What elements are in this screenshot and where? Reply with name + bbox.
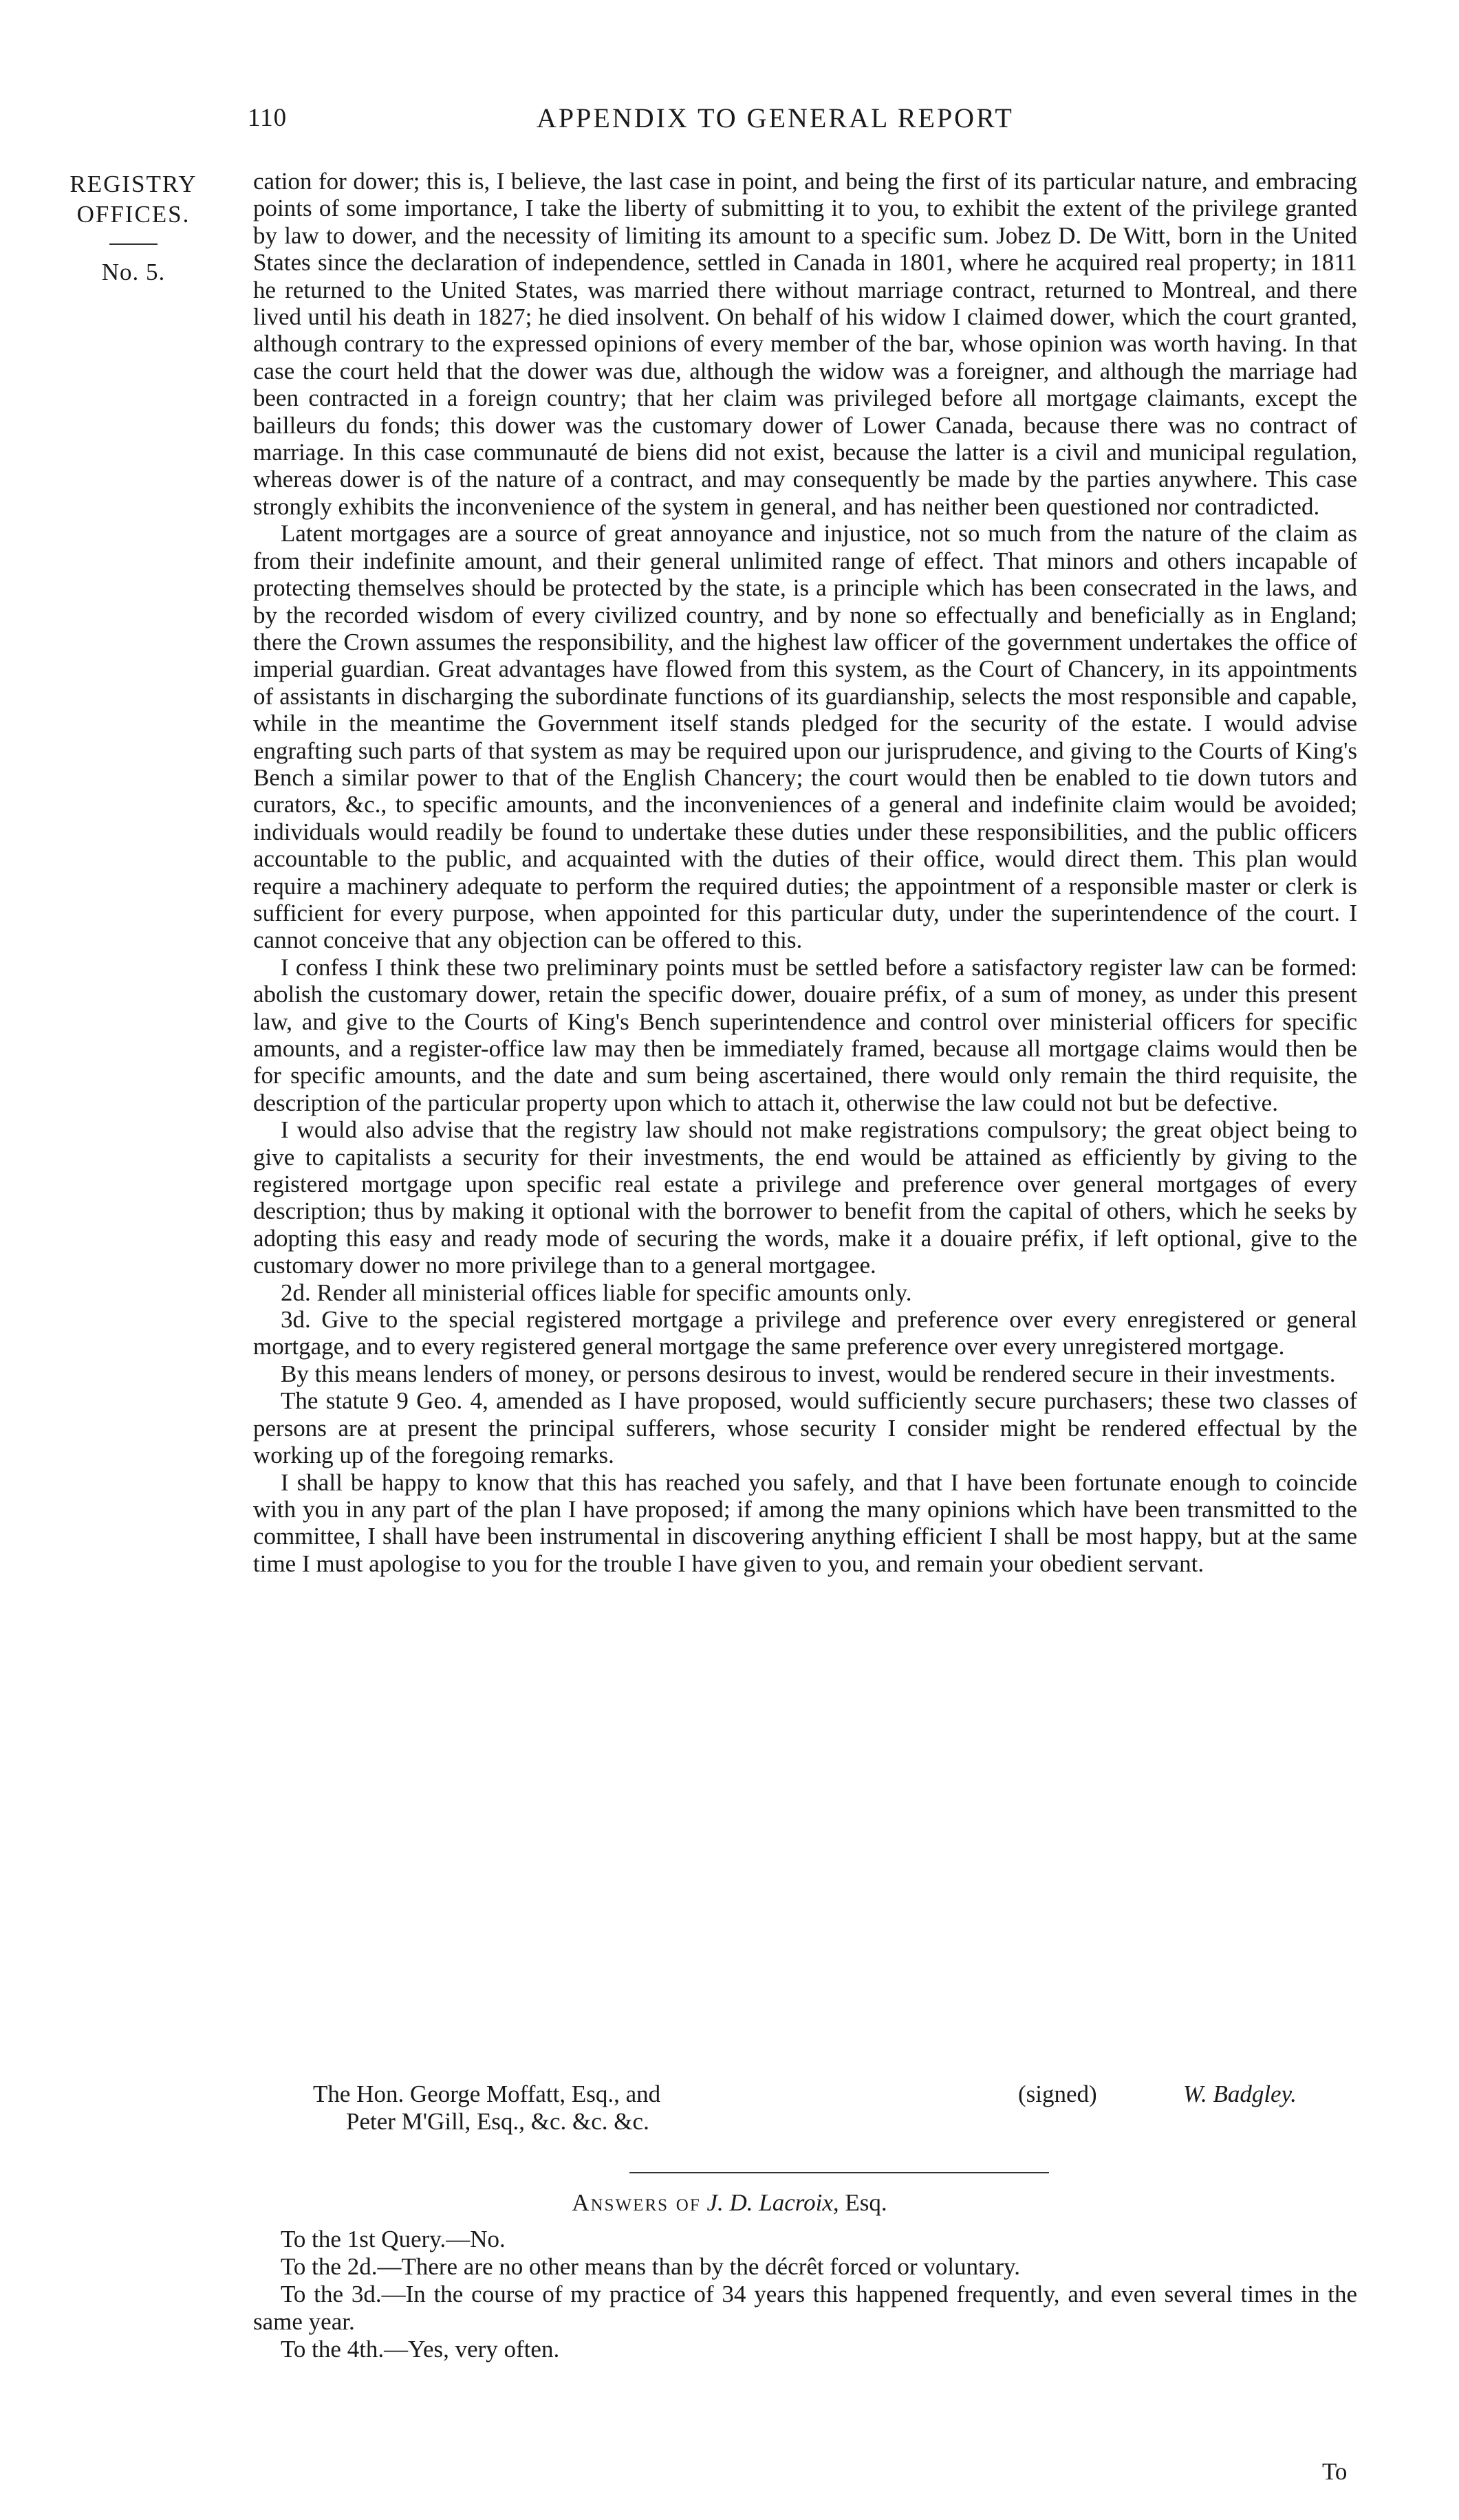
addressee-line-2: Peter M'Gill, Esq., &c. &c. &c. [346, 2108, 649, 2135]
section-divider [629, 2172, 1049, 2173]
answers-heading [0, 2189, 1459, 2217]
page-number: 110 [248, 104, 288, 132]
answer-item: To the 2d.—There are no other means than by the décrêt forced or voluntary. [281, 2253, 1021, 2280]
paragraph: I confess I think these two preliminary points must be settled before a satisfactory register law can be formed: abolish the customary dower, retain the specific dower, douaire préfix, of a sum of money, as under this present law, and give to the Courts of King's Bench superintendence and control over ministerial officers for specific amounts, and a register-office law may then be immediately framed, because all mortgage claims would then be for specific amounts, and the date and sum being ascertained, there would only remain the third requisite, the description of the particular property upon which to attach it, otherwise the law could not but be defective. [253, 953, 1357, 1116]
paragraph: By this means lenders of money, or persons desirous to invest, would be rendered secure in their investments. [281, 1360, 1336, 1387]
letter-signoff [313, 2081, 1345, 2136]
running-head: APPENDIX TO GENERAL REPORT [537, 102, 1014, 133]
answer-item: To the 3d.—In the course of my practice of 34 years this happened frequently, and even several times in the same year. [253, 2281, 1357, 2335]
sidenote-line-2: OFFICES. [76, 201, 191, 228]
sidenote-line-1: REGISTRY [69, 171, 197, 197]
paragraph: 2d. Render all ministerial offices liable for specific amounts only. [281, 1279, 912, 1306]
sidenote-number: No. 5. [101, 259, 166, 285]
paragraph: The statute 9 Geo. 4, amended as I have proposed, would sufficiently secure purchasers; these two classes of persons are at present the principal sufferers, whose security I consider might be rendered effectual by the working up of the foregoing remarks. [253, 1387, 1357, 1469]
catchword: To [1322, 2458, 1348, 2485]
paragraph: I would also advise that the registry law should not make registrations compulsory; the great object being to give to capitalists a security for their investments, the end would be attained as efficiently by giving to the registered mortgage upon specific real estate a privilege and preference over general mortgages of every description; thus by making it optional with the borrower to benefit from the capital of others, which he seeks by adopting this easy and ready mode of securing the words, make it a douaire préfix, if left optional, give to the customary dower no more privilege than to a general mortgagee. [253, 1116, 1357, 1279]
signed-label: (signed) [1018, 2081, 1097, 2107]
sidenote-rule [109, 243, 158, 245]
paragraph: cation for dower; this is, I believe, the last case in point, and being the first of its particular nature, and embracing points of some importance, I take the liberty of submitting it to you, to exhibit the extent of the privilege granted by law to dower, and the necessity of limiting its amount to a specific sum. Jobez D. De Witt, born in the United States since the declaration of independence, settled in Canada in 1801, where he acquired real property; in 1811 he returned to the United States, was married there without marriage contract, returned to Montreal, and there lived until his death in 1827; he died insolvent. On behalf of his widow I claimed dower, which the court granted, although contrary to the expressed opinions of every member of the bar, whose opinion was worth having. In that case the court held that the dower was due, although the widow was a foreigner, and although the marriage had been contracted in a foreign country; that her claim was privileged before all mortgage claimants, except the bailleurs du fonds; this dower was the customary dower of Lower Canada, because there was no contract of marriage. In this case communauté de biens did not exist, because the latter is a civil and municipal regulation, whereas dower is of the nature of a contract, and may consequently be made by the parties anywhere. This case strongly exhibits the inconvenience of the system in general, and has neither been questioned nor contradicted. [253, 168, 1357, 520]
body-text [253, 168, 1357, 1577]
paragraph: I shall be happy to know that this has reached you safely, and that I have been fortunate enough to coincide with you in any part of the plan I have proposed; if among the many opinions which have been transmitted to the committee, I shall have been instrumental in discovering anything efficient I shall be most happy, but at the same time I must apologise to you for the trouble I have given to you, and remain your obedient servant. [253, 1468, 1357, 1577]
answers-heading-suffix: Esq. [845, 2189, 887, 2216]
signer-name: W. Badgley. [1183, 2081, 1297, 2107]
answers-heading-prefix: Answers of [572, 2189, 701, 2216]
answer-item: To the 1st Query.—No. [281, 2226, 506, 2252]
answers-heading-name: J. D. Lacroix, [706, 2189, 839, 2216]
paragraph: 3d. Give to the special registered mortgage a privilege and preference over every enregistered or general mortgage, and to every registered general mortgage the same preference over every unregistered mortgage. [253, 1306, 1357, 1360]
margin-sidenote [54, 169, 213, 287]
answer-item: To the 4th.—Yes, very often. [281, 2336, 560, 2362]
answers-list [253, 2226, 1357, 2363]
addressee-line-1: The Hon. George Moffatt, Esq., and [313, 2081, 661, 2107]
paragraph: Latent mortgages are a source of great annoyance and injustice, not so much from the nature of the claim as from their indefinite amount, and their general unlimited range of effect. That minors and others incapable of protecting themselves should be protected by the state, is a principle which has been consecrated in the laws, and by the recorded wisdom of every civilized country, and by none so effectually and beneficially as in England; there the Crown assumes the responsibility, and the highest law officer of the government undertakes the office of imperial guardian. Great advantages have flowed from this system, as the Court of Chancery, in its appointments of assistants in discharging the subordinate functions of its guardianship, selects the most responsible and capable, while in the meantime the Government itself stands pledged for the security of the estate. I would advise engrafting such parts of that system as may be required upon our jurisprudence, and giving to the Courts of King's Bench a similar power to that of the English Chancery; the court would then be enabled to tie down tutors and curators, &c., to specific amounts, and the inconveniences of a general and indefinite claim would be avoided; individuals would readily be found to undertake these duties under these responsibilities, and the public officers accountable to the public, and acquainted with the duties of their office, would direct them. This plan would require a machinery adequate to perform the required duties; the appointment of a responsible master or clerk is sufficient for every purpose, when appointed for this particular duty, under the superintendence of the court. I cannot conceive that any objection can be offered to this. [253, 520, 1357, 954]
